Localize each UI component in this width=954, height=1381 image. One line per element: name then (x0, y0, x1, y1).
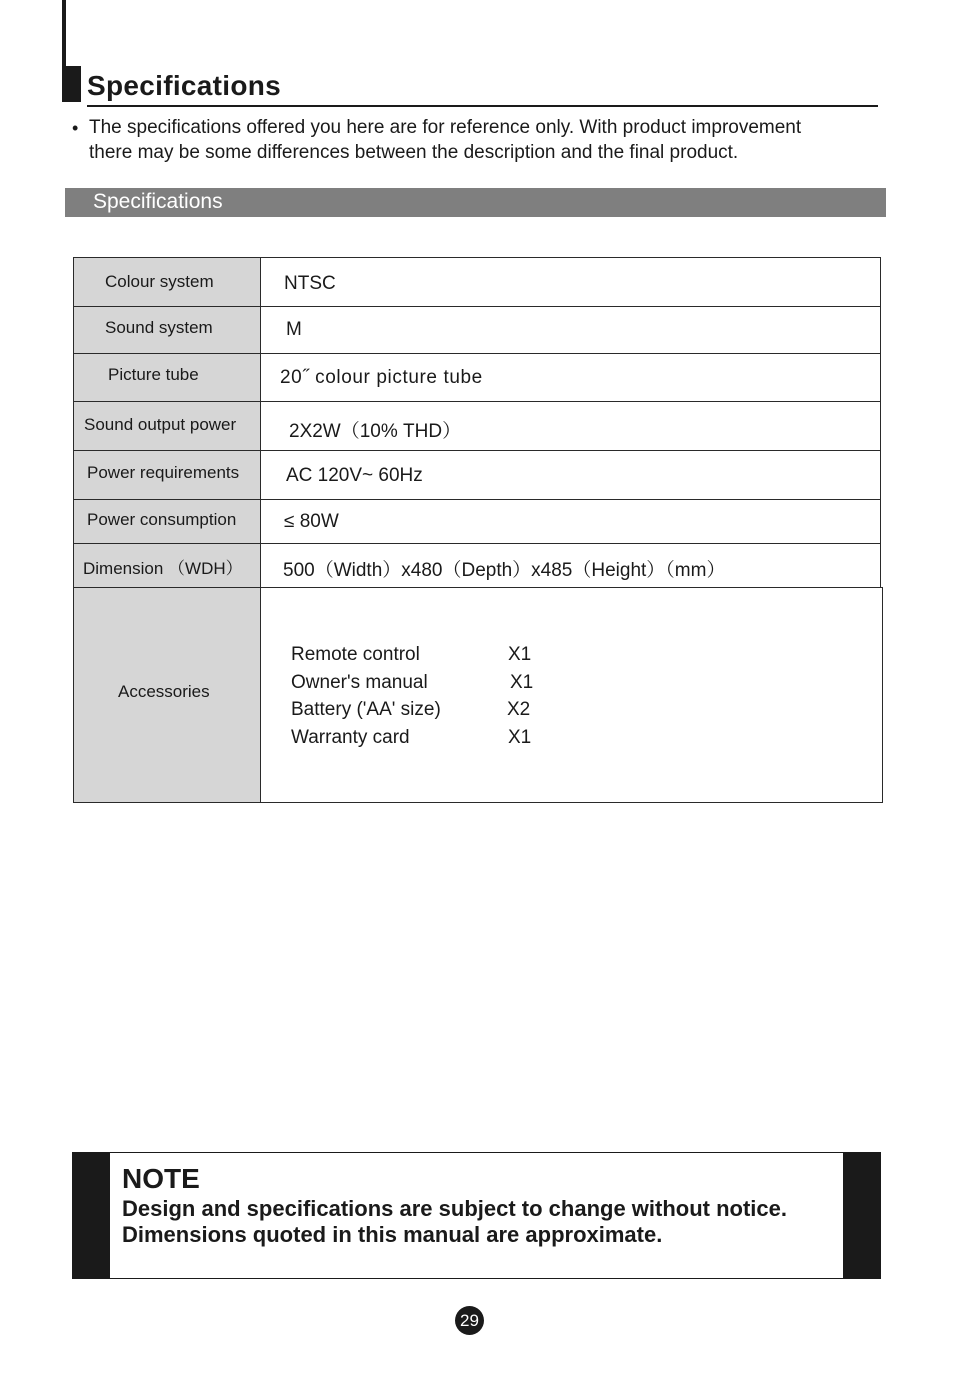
accessory-name: Warranty card (291, 726, 410, 748)
accessory-qty: X1 (510, 671, 534, 693)
intro-line-1: The specifications offered you here are for reference only. With product improvement (89, 117, 802, 138)
spec-row-sound-system (73, 306, 883, 354)
spec-label: Colour system (105, 272, 214, 291)
title-underline (87, 105, 878, 107)
spec-value: AC 120V~ 60Hz (286, 465, 423, 486)
intro-paragraph (89, 115, 889, 165)
spec-row-power-consumption (73, 499, 883, 544)
spec-value: 2X2W（10% THD） (289, 421, 462, 442)
spec-row-sound-output-power (73, 401, 883, 451)
spec-label-cell (73, 499, 261, 544)
spec-row-picture-tube (73, 353, 883, 402)
spec-value-cell (261, 353, 881, 402)
spec-row-power-requirements (73, 450, 883, 500)
spec-label-cell (73, 587, 261, 803)
spec-label: Power consumption (87, 510, 237, 529)
note-right-bar (843, 1152, 881, 1279)
section-title: Specifications (93, 190, 223, 213)
spec-value-cell (261, 543, 881, 588)
section-header-bar (65, 188, 886, 217)
spec-value: ≤ 80W (284, 511, 339, 532)
heading-marker-block (62, 66, 81, 102)
spec-row-dimension (73, 543, 883, 588)
spec-value-cell (261, 450, 881, 500)
note-line-2: Dimensions quoted in this manual are approximate. (122, 1222, 663, 1247)
accessory-qty: X2 (507, 699, 531, 720)
spec-label-cell (73, 353, 261, 402)
intro-line-2: there may be some differences between the description and the final product. (89, 142, 739, 163)
accessory-qty: X1 (508, 644, 532, 665)
spec-label-cell (73, 450, 261, 500)
spec-label: Picture tube (108, 365, 199, 384)
note-title: NOTE (122, 1163, 200, 1194)
accessory-name: Remote control (291, 644, 420, 665)
spec-value-cell (261, 401, 881, 451)
spec-label: Sound system (105, 318, 213, 337)
spec-label-cell (73, 306, 261, 354)
spec-row-colour-system (73, 257, 883, 307)
page-number-badge: 29 (455, 1306, 484, 1335)
spec-label-cell (73, 257, 261, 307)
spec-row-accessories (73, 587, 883, 803)
spec-label: Power requirements (87, 463, 240, 482)
intro-bullet: • (72, 118, 79, 138)
spec-value: 20˝ colour picture tube (280, 367, 483, 388)
spec-label-cell (73, 543, 261, 588)
spec-label: Accessories (118, 682, 210, 701)
spec-value: NTSC (284, 273, 336, 294)
note-content (110, 1152, 843, 1279)
page-title: Specifications (87, 70, 282, 101)
spec-label-cell (73, 401, 261, 451)
spec-value: 500（Width）x480（Depth）x485（Height）（mm） (283, 560, 726, 581)
spec-value-cell (261, 306, 881, 354)
accessories-value-cell (261, 587, 883, 803)
note-left-bar (72, 1152, 110, 1279)
spec-value-cell (261, 499, 881, 544)
spec-value-cell (261, 257, 881, 307)
spec-value: M (286, 319, 302, 340)
note-box (72, 1152, 881, 1279)
spec-label: Sound output power (84, 415, 237, 434)
accessory-qty: X1 (508, 726, 532, 748)
accessory-name: Owner's manual (291, 671, 428, 693)
accessory-name: Battery ('AA' size) (291, 699, 441, 720)
spec-label: Dimension （WDH） (83, 559, 243, 578)
note-line-1: Design and specifications are subject to change without notice. (122, 1196, 788, 1221)
